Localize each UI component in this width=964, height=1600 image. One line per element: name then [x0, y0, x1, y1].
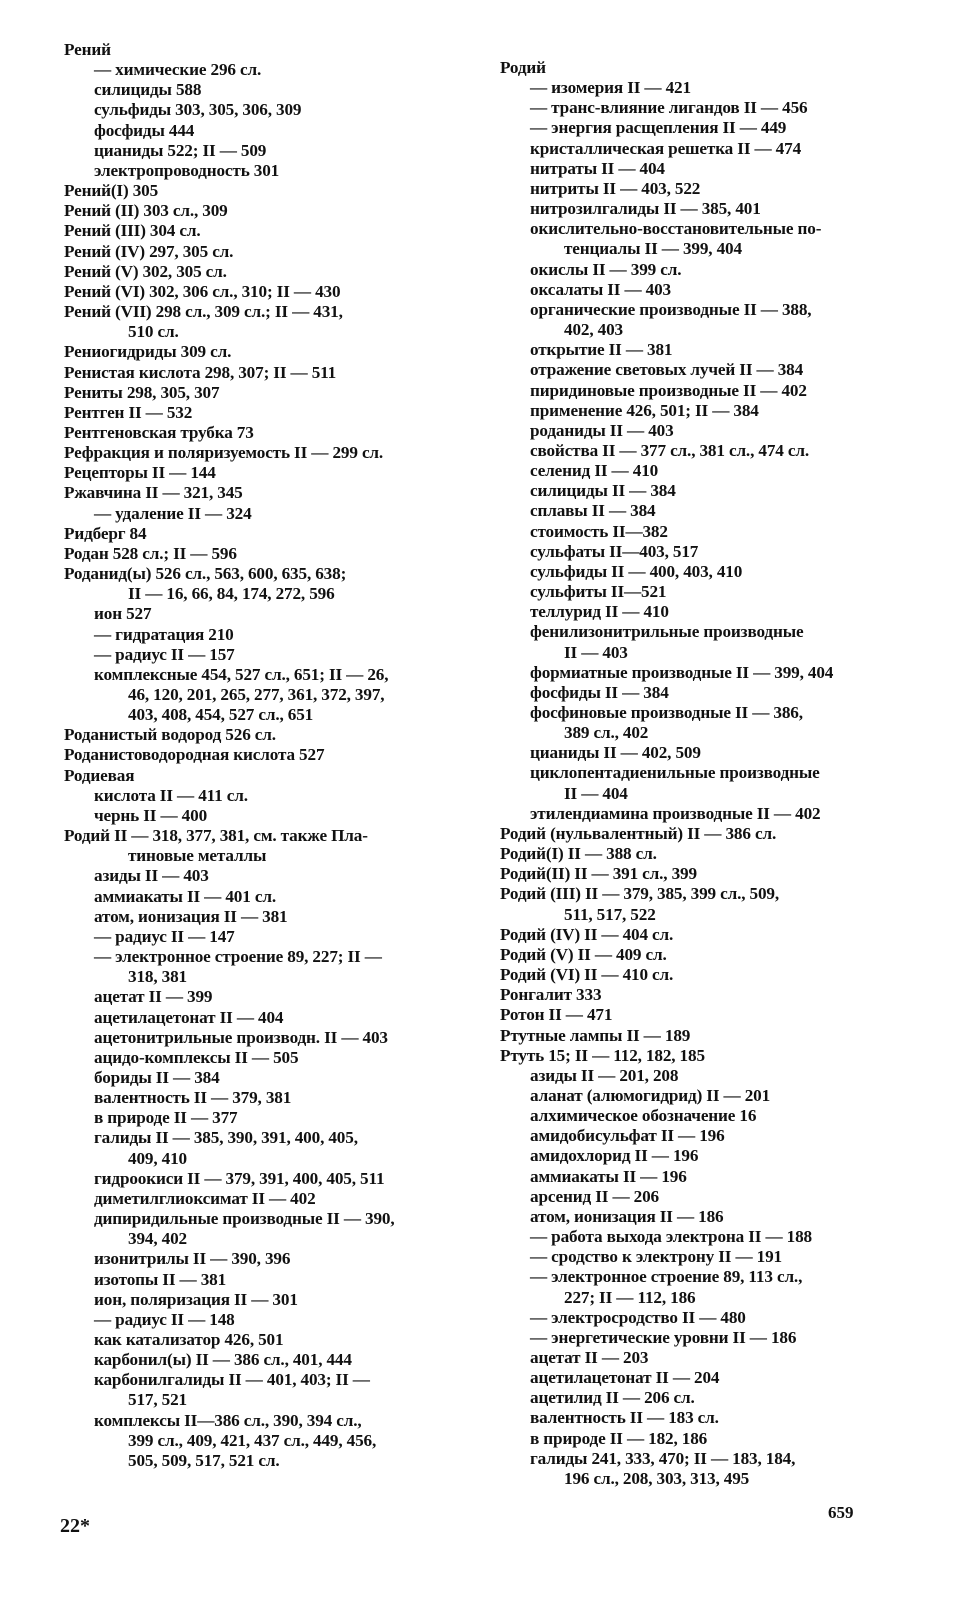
index-subentry: изотопы II — 381: [94, 1269, 227, 1289]
index-subentry: — электронное строение 89, 113 сл.,: [530, 1267, 803, 1287]
index-subentry: — энергия расщепления II — 449: [530, 118, 787, 138]
index-subentry: сульфаты II—403, 517: [530, 541, 699, 561]
index-subentry: азиды II — 201, 208: [530, 1065, 679, 1085]
index-subentry: 510 сл.: [128, 322, 179, 342]
index-subentry: формиатные производные II — 399, 404: [530, 662, 834, 682]
index-subentry: дипиридильные производные II — 390,: [94, 1209, 395, 1229]
index-entry: Рений (III) 304 сл.: [64, 221, 201, 241]
index-entry: Ронгалит 333: [500, 985, 602, 1005]
index-subentry: как катализатор 426, 501: [94, 1330, 284, 1349]
right-index-column-inner: [500, 40, 900, 1489]
index-subentry: амидохлорид II — 196: [530, 1146, 699, 1166]
index-entry: Ртуть 15; II — 112, 182, 185: [500, 1045, 705, 1065]
index-subentry: тенциалы II — 399, 404: [564, 239, 742, 259]
index-subentry: нитрозилгалиды II — 385, 401: [530, 199, 761, 219]
index-subentry: — сродство к электрону II — 191: [530, 1247, 782, 1267]
index-subentry: теллурид II — 410: [530, 602, 669, 622]
index-subentry: нитраты II — 404: [530, 158, 665, 178]
left-index-column: [64, 40, 464, 1471]
index-subentry: — работа выхода электрона II — 188: [530, 1227, 812, 1247]
index-subentry: 227; II — 112, 186: [564, 1287, 696, 1307]
index-subentry: карбонил(ы) II — 386 сл., 401, 444: [94, 1350, 352, 1370]
index-subentry: сплавы II — 384: [530, 501, 656, 521]
index-subentry: аланат (алюмогидрид) II — 201: [530, 1085, 771, 1105]
index-subentry: 394, 402: [128, 1229, 187, 1249]
index-subentry: селенид II — 410: [530, 461, 659, 481]
index-subentry: 399 сл., 409, 421, 437 сл., 449, 456,: [128, 1430, 377, 1450]
index-subentry: — радиус II — 157: [94, 644, 235, 664]
index-entry: Роданистый водород 526 сл.: [64, 725, 276, 745]
index-entry: Рений (VII) 298 сл., 309 сл.; II — 431,: [64, 302, 343, 322]
index-subentry: — транс-влияние лигандов II — 456: [530, 98, 808, 118]
index-entry: Родий (IV) II — 404 сл.: [500, 924, 674, 944]
index-subentry: стоимость II—382: [530, 521, 668, 541]
index-subentry: открытие II — 381: [530, 340, 673, 360]
index-entry: Рений: [64, 40, 111, 59]
index-subentry: сульфиты II—521: [530, 582, 667, 602]
index-subentry: 318, 381: [128, 967, 187, 987]
index-entry: Рений (V) 302, 305 сл.: [64, 261, 227, 281]
index-subentry: сульфиды II — 400, 403, 410: [530, 561, 743, 581]
index-subentry: 389 сл., 402: [564, 723, 649, 743]
index-entry: Рецепторы II — 144: [64, 463, 216, 483]
index-subentry: — химические 296 сл.: [94, 60, 262, 80]
index-subentry: этилендиамина производные II — 402: [530, 803, 821, 823]
index-subentry: II — 403: [564, 642, 628, 662]
index-subentry: окислительно-восстановительные по-: [530, 219, 822, 239]
index-subentry: бориды II — 384: [94, 1067, 220, 1087]
index-subentry: 517, 521: [128, 1390, 187, 1410]
index-entry: Рений (IV) 297, 305 сл.: [64, 241, 234, 261]
index-subentry: силициды II — 384: [530, 481, 676, 501]
index-subentry: — радиус II — 147: [94, 926, 235, 946]
index-subentry: атом, ионизация II — 381: [94, 906, 288, 926]
index-entry: Ренистая кислота 298, 307; II — 511: [64, 362, 337, 382]
index-subentry: II — 404: [564, 783, 628, 803]
index-subentry: комплексы II—386 сл., 390, 394 сл.,: [94, 1410, 362, 1430]
index-subentry: 402, 403: [564, 320, 623, 340]
index-subentry: аммиакаты II — 196: [530, 1166, 687, 1186]
index-subentry: — электросродство II — 480: [530, 1307, 746, 1327]
index-entry: Рефракция и поляризуемость II — 299 сл.: [64, 443, 384, 463]
index-subentry: в природе II — 182, 186: [530, 1428, 708, 1448]
index-subentry: силициды 588: [94, 80, 202, 100]
index-entry: Рений (II) 303 сл., 309: [64, 201, 228, 221]
index-subentry: ацидо-комплексы II — 505: [94, 1047, 299, 1067]
right-index-column: [500, 40, 900, 1489]
index-subentry: тиновые металлы: [128, 846, 267, 866]
index-entry: Роданид(ы) 526 сл., 563, 600, 635, 638;: [64, 564, 347, 584]
index-subentry: валентность II — 379, 381: [94, 1088, 292, 1108]
index-subentry: цианиды 522; II — 509: [94, 140, 267, 160]
index-subentry: чернь II — 400: [94, 805, 208, 825]
index-subentry: оксалаты II — 403: [530, 279, 671, 299]
index-subentry: диметилглиоксимат II — 402: [94, 1188, 316, 1208]
index-entry: Рений (VI) 302, 306 сл., 310; II — 430: [64, 281, 341, 301]
index-subentry: ацетат II — 203: [530, 1348, 649, 1367]
index-entry: Родий (VI) II — 410 сл.: [500, 965, 674, 985]
index-subentry: — гидратация 210: [94, 624, 234, 644]
index-subentry: кислота II — 411 сл.: [94, 785, 248, 805]
index-subentry: комплексные 454, 527 сл., 651; II — 26,: [94, 664, 389, 684]
index-subentry: применение 426, 501; II — 384: [530, 400, 759, 420]
index-subentry: — изомерия II — 421: [530, 78, 691, 98]
index-subentry: валентность II — 183 сл.: [530, 1408, 719, 1428]
index-subentry: азиды II — 403: [94, 866, 209, 886]
index-subentry: 511, 517, 522: [564, 904, 656, 924]
index-subentry: амидобисульфат II — 196: [530, 1126, 725, 1146]
index-subentry: ацетилацетонат II — 204: [530, 1368, 720, 1388]
index-subentry: ион 527: [94, 604, 152, 624]
index-entry: Родий(I) II — 388 сл.: [500, 844, 657, 864]
index-entry: Родиевая: [64, 765, 135, 785]
index-subentry: электропроводность 301: [94, 160, 280, 180]
index-subentry: II — 16, 66, 84, 174, 272, 596: [128, 584, 335, 604]
index-subentry: окислы II — 399 сл.: [530, 259, 682, 279]
index-entry: Родий(II) II — 391 сл., 399: [500, 864, 697, 884]
page-number: 659: [828, 1503, 854, 1522]
index-subentry: 196 сл., 208, 303, 313, 495: [564, 1468, 750, 1488]
index-subentry: органические производные II — 388,: [530, 299, 812, 319]
index-entry: Родий (нульвалентный) II — 386 сл.: [500, 823, 777, 843]
index-entry: Ротон II — 471: [500, 1005, 613, 1025]
index-subentry: арсенид II — 206: [530, 1186, 659, 1206]
index-subentry: — электронное строение 89, 227; II —: [94, 947, 382, 967]
index-subentry: пиридиновые производные II — 402: [530, 380, 807, 400]
index-subentry: циклопентадиенильные производные: [530, 763, 820, 783]
index-entry: Родий II — 318, 377, 381, см. также Пла-: [64, 826, 368, 846]
index-subentry: — радиус II — 148: [94, 1309, 235, 1329]
index-entry: Рентгеновская трубка 73: [64, 422, 254, 442]
index-subentry: роданиды II — 403: [530, 420, 674, 440]
index-entry: Ртутные лампы II — 189: [500, 1025, 691, 1045]
index-subentry: фосфиды II — 384: [530, 682, 669, 702]
index-subentry: цианиды II — 402, 509: [530, 743, 701, 763]
index-entry: Рений(I) 305: [64, 181, 159, 201]
index-subentry: отражение световых лучей II — 384: [530, 360, 804, 380]
index-subentry: фенилизонитрильные производные: [530, 622, 804, 642]
index-entry: Родан 528 сл.; II — 596: [64, 543, 237, 563]
index-subentry: ацетилид II — 206 сл.: [530, 1388, 695, 1408]
index-entry: Роданистоводородная кислота 527: [64, 745, 325, 765]
index-subentry: 403, 408, 454, 527 сл., 651: [128, 705, 314, 725]
index-subentry: гидроокиси II — 379, 391, 400, 405, 511: [94, 1168, 385, 1188]
index-subentry: — удаление II — 324: [94, 503, 252, 523]
index-entry: Рениты 298, 305, 307: [64, 382, 220, 402]
index-subentry: изонитрилы II — 390, 396: [94, 1249, 291, 1269]
signature-mark: 22*: [60, 1515, 90, 1537]
index-entry: Ржавчина II — 321, 345: [64, 483, 243, 503]
index-subentry: нитриты II — 403, 522: [530, 178, 701, 198]
index-subentry: фосфиды 444: [94, 120, 195, 140]
index-subentry: свойства II — 377 сл., 381 сл., 474 сл.: [530, 440, 809, 460]
index-subentry: аммиакаты II — 401 сл.: [94, 886, 276, 906]
index-entry: Родий (III) II — 379, 385, 399 сл., 509,: [500, 884, 780, 904]
index-subentry: ацетат II — 399: [94, 987, 213, 1007]
index-entry: Родий (V) II — 409 сл.: [500, 944, 667, 964]
index-subentry: сульфиды 303, 305, 306, 309: [94, 100, 302, 120]
index-subentry: 46, 120, 201, 265, 277, 361, 372, 397,: [128, 685, 385, 704]
index-entry: Рениогидриды 309 сл.: [64, 342, 232, 362]
index-subentry: ион, поляризация II — 301: [94, 1289, 298, 1309]
index-subentry: 409, 410: [128, 1148, 187, 1168]
index-subentry: атом, ионизация II — 186: [530, 1206, 724, 1226]
index-subentry: кристаллическая решетка II — 474: [530, 138, 802, 158]
index-entry: Родий: [500, 58, 546, 77]
index-subentry: галиды 241, 333, 470; II — 183, 184,: [530, 1448, 796, 1468]
index-subentry: в природе II — 377: [94, 1108, 238, 1128]
index-entry: Рентген II — 532: [64, 402, 193, 422]
index-subentry: — энергетические уровни II — 186: [530, 1327, 797, 1347]
index-subentry: галиды II — 385, 390, 391, 400, 405,: [94, 1128, 358, 1148]
index-entry: Ридберг 84: [64, 523, 147, 543]
index-subentry: 505, 509, 517, 521 сл.: [128, 1450, 280, 1470]
index-subentry: фосфиновые производные II — 386,: [530, 703, 803, 722]
index-subentry: ацетонитрильные производн. II — 403: [94, 1027, 388, 1047]
index-subentry: ацетилацетонат II — 404: [94, 1007, 284, 1027]
index-subentry: алхимическое обозначение 16: [530, 1106, 757, 1126]
index-subentry: карбонилгалиды II — 401, 403; II —: [94, 1370, 370, 1390]
